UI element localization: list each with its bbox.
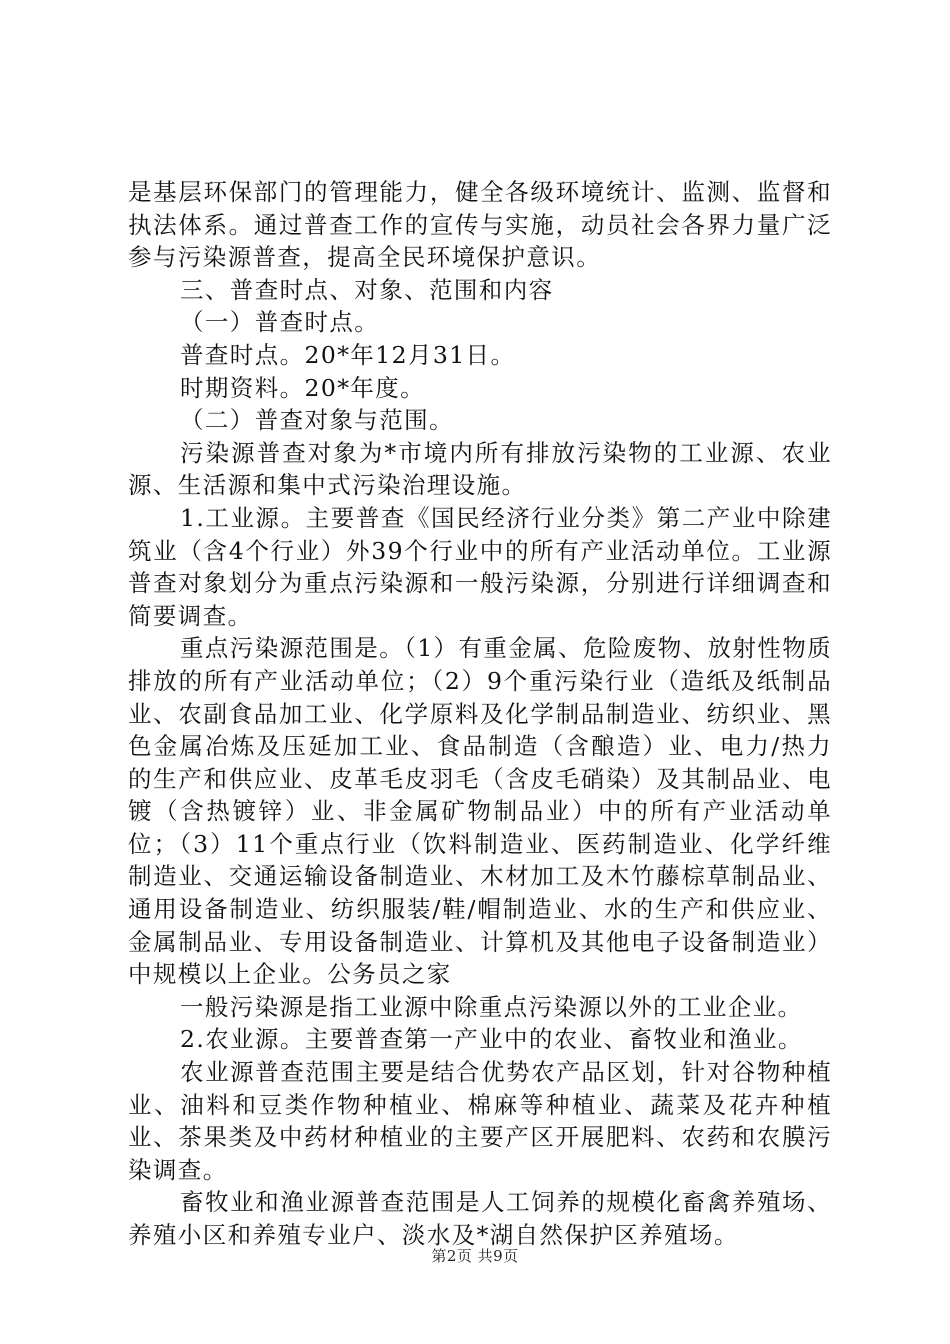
paragraph-agricultural-source: 2.农业源。主要普查第一产业中的农业、畜牧业和渔业。: [180, 1025, 803, 1054]
subsection-heading-1: （一）普查时点。: [180, 308, 380, 337]
paragraph-general-pollution-sources: 一般污染源是指工业源中除重点污染源以外的工业企业。: [180, 992, 803, 1021]
paragraph-survey-time: 普查时点。20*年12月31日。: [180, 340, 516, 369]
section-heading-3: 三、普查时点、对象、范围和内容: [180, 275, 554, 304]
paragraph-agricultural-scope: 农业源普查范围主要是结合优势农产品区划，针对谷物种植业、油料和豆类作物种植业、棉麻等种植业、蔬菜及花卉种植业、茶果类及中药材种植业的主要产区开展肥料、农药和农膜污染调查。: [128, 1058, 832, 1184]
paragraph-survey-objects: 污染源普查对象为*市境内所有排放污染物的工业源、农业源、生活源和集中式污染治理设施。: [128, 438, 832, 500]
paragraph-continuation: 是基层环保部门的管理能力，健全各级环境统计、监测、监督和执法体系。通过普查工作的宣传与实施，动员社会各界力量广泛参与污染源普查，提高全民环境保护意识。: [128, 178, 832, 272]
document-body: [128, 176, 832, 1252]
subsection-heading-2: （二）普查对象与范围。: [180, 406, 454, 435]
paragraph-livestock-fishery-scope: 畜牧业和渔业源普查范围是人工饲养的规模化畜禽养殖场、养殖小区和养殖专业户、淡水及*湖自然保护区养殖场。: [128, 1188, 832, 1249]
paragraph-industrial-source: 1.工业源。主要普查《国民经济行业分类》第二产业中除建筑业（含4个行业）外39个行业中的所有产业活动单位。工业源普查对象划分为重点污染源和一般污染源，分别进行详细调查和简要调查。: [128, 503, 832, 630]
paragraph-key-pollution-sources: 重点污染源范围是。（1）有重金属、危险废物、放射性物质排放的所有产业活动单位；（2）9个重污染行业（造纸及纸制品业、农副食品加工业、化学原料及化学制品制造业、纺织业、黑色金属冶炼及压延加工业、食品制造（含酿造）业、电力/热力的生产和供应业、皮革毛皮羽毛（含皮毛硝染）及其制品业、电镀（含热镀锌）业、非金属矿物制品业）中的所有产业活动单位；（3）11个重点行业（饮料制造业、医药制造业、化学纤维制造业、交通运输设备制造业、木材加工及木竹藤棕草制品业、通用设备制造业、纺织服装/鞋/帽制造业、水的生产和供应业、金属制品业、专用设备制造业、计算机及其他电子设备制造业）中规模以上企业。公务员之家: [128, 634, 833, 989]
page-number-footer: 第2页 共9页: [431, 1247, 519, 1265]
paragraph-period-data: 时期资料。20*年度。: [180, 373, 426, 402]
